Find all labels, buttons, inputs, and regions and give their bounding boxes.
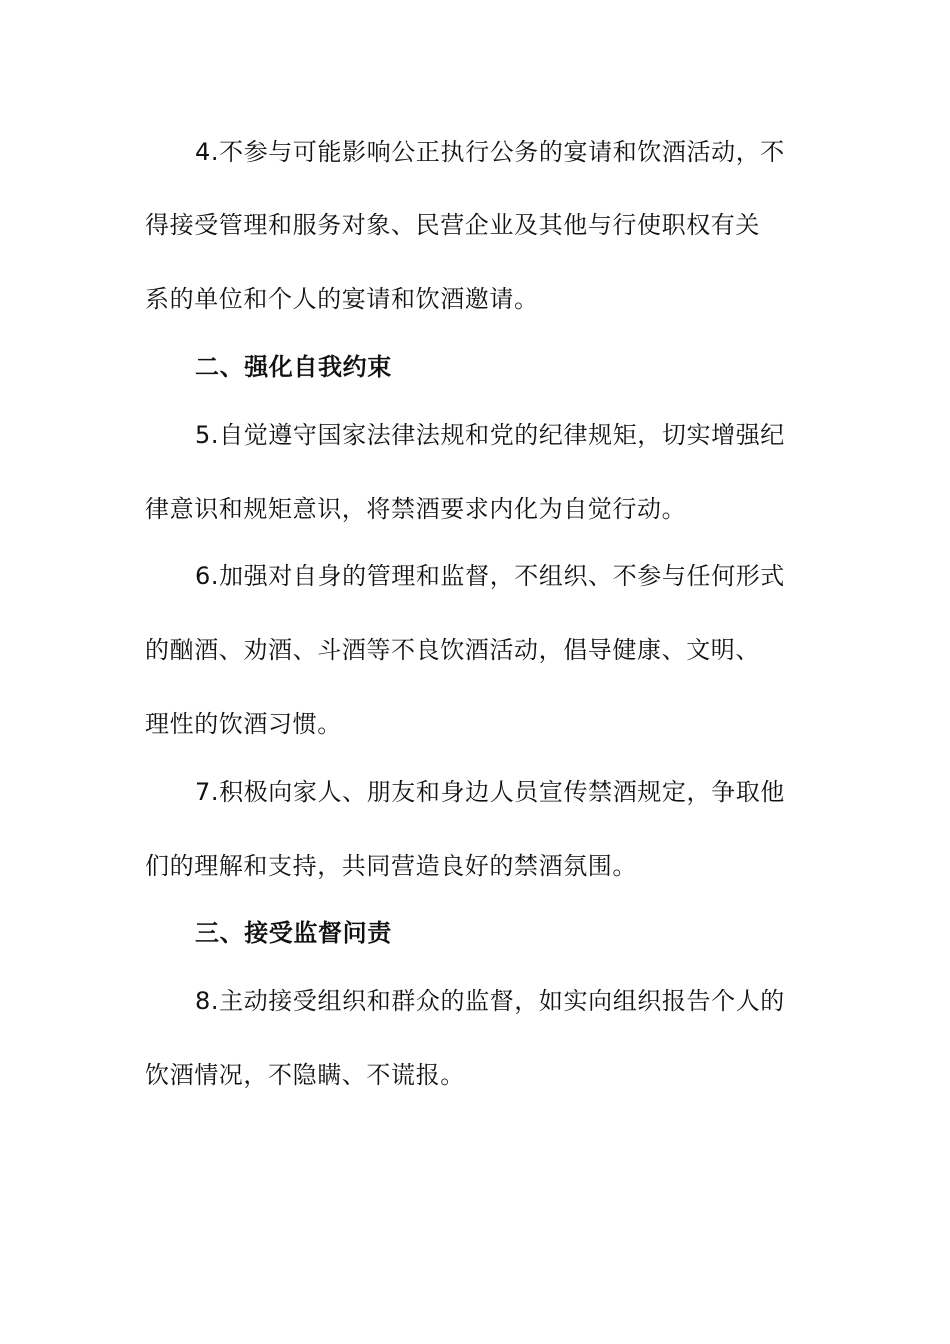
paragraph-8-line-2: 饮酒情况，不隐瞒、不谎报。 <box>145 1061 465 1089</box>
paragraph-8-line-1: 8.主动接受组织和群众的监督，如实向组织报告个人的 <box>195 987 785 1015</box>
paragraph-4-line-1: 4.不参与可能影响公正执行公务的宴请和饮酒活动，不 <box>195 138 785 166</box>
paragraph-5-line-2: 律意识和规矩意识，将禁酒要求内化为自觉行动。 <box>145 495 687 523</box>
paragraph-4-line-3: 系的单位和个人的宴请和饮酒邀请。 <box>145 285 539 313</box>
paragraph-4-line-2: 得接受管理和服务对象、民营企业及其他与行使职权有关 <box>145 211 760 239</box>
section-heading-2: 二、强化自我约束 <box>195 353 392 381</box>
paragraph-6-line-2: 的酗酒、劝酒、斗酒等不良饮酒活动，倡导健康、文明、 <box>145 636 760 664</box>
paragraph-6-line-1: 6.加强对自身的管理和监督，不组织、不参与任何形式 <box>195 562 785 590</box>
section-heading-3: 三、接受监督问责 <box>195 919 392 947</box>
paragraph-6-line-3: 理性的饮酒习惯。 <box>145 710 342 738</box>
paragraph-7-line-1: 7.积极向家人、朋友和身边人员宣传禁酒规定，争取他 <box>195 778 785 806</box>
paragraph-7-line-2: 们的理解和支持，共同营造良好的禁酒氛围。 <box>145 852 637 880</box>
paragraph-5-line-1: 5.自觉遵守国家法律法规和党的纪律规矩，切实增强纪 <box>195 421 785 449</box>
